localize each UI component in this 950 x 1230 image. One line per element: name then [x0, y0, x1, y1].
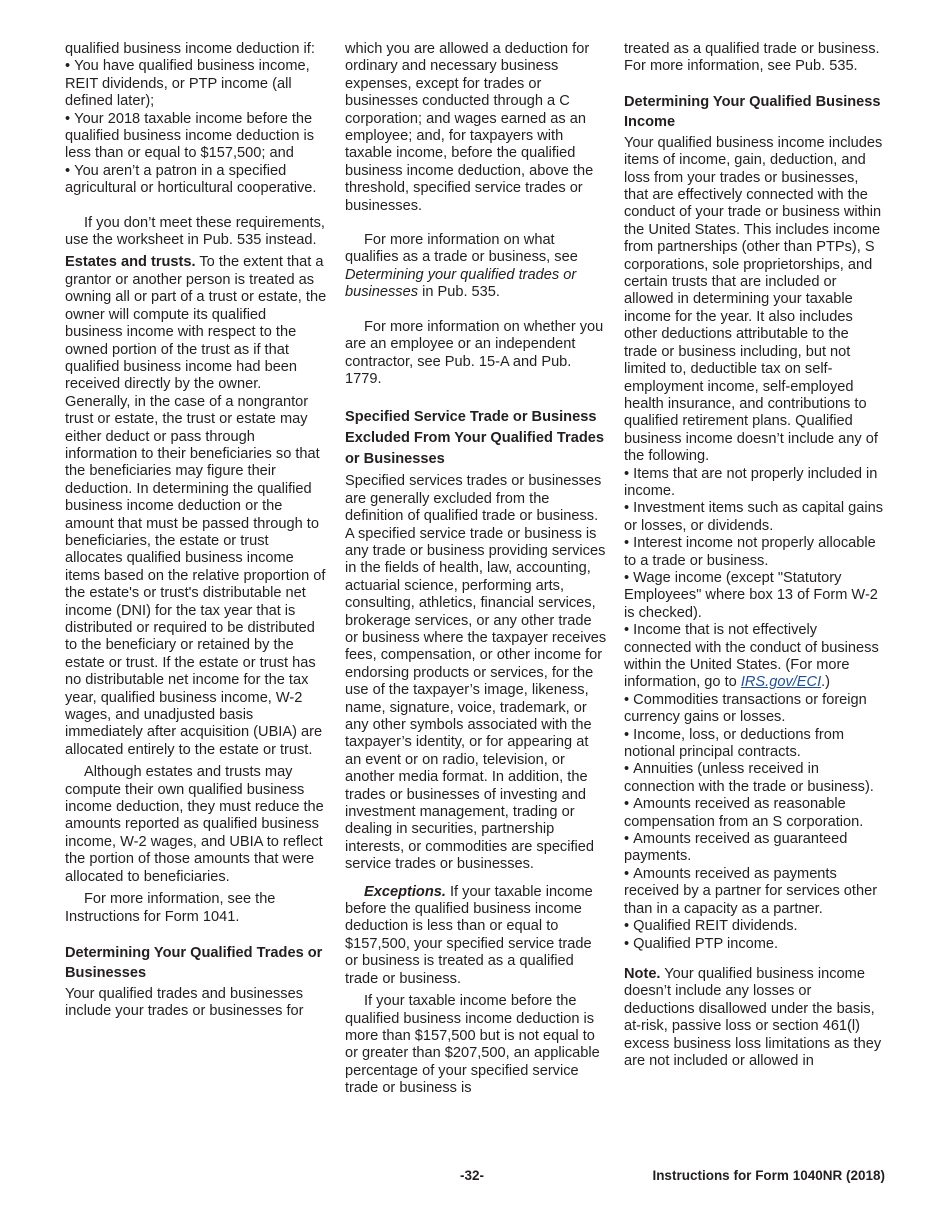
paragraph: which you are allowed a deduction for ordinary and necessary business expenses, except for trades or businesses conducted through a C corporation; and wages earned as an employee; and, for taxpayers with taxable income, before the qualified business income deduction, above the threshold, specified service trades or businesses.: [345, 41, 594, 214]
bullet-item: • You aren’t a patron in a specified agricultural or horticultural cooperative.: [65, 163, 327, 198]
paragraph-estates: [65, 254, 327, 759]
section-heading: Determining Your Qualified Business Income: [624, 93, 881, 130]
bullet-item: • Interest income not properly allocable to a trade or business.: [624, 535, 886, 570]
paragraph: For more information on whether you are an employee or an independent contractor, see Pub. 15-A and Pub. 1779.: [345, 318, 604, 387]
bullet-text: Income that is not effectively connected with the conduct of business within the United States. (For more information, go to: [624, 622, 879, 691]
paragraph-text: For more information on what qualifies as a trade or business, see: [345, 232, 578, 266]
paragraph: qualified business income deduction if:: [65, 41, 315, 57]
irs-eci-link[interactable]: IRS.gov/ECI: [740, 674, 822, 691]
bullet-item: • Wage income (except "Statutory Employees" where box 13 of Form W-2 is checked).: [624, 570, 886, 622]
bullet-item: • Amounts received as guaranteed payments.: [624, 831, 886, 866]
section-heading: Specified Service Trade or Business Excluded From Your Qualified Trades or Businesses: [345, 409, 604, 468]
bullet-item: • Qualified REIT dividends.: [624, 918, 886, 935]
paragraph: If you don’t meet these requirements, use the worksheet in Pub. 535 instead.: [65, 214, 325, 249]
bullet-item: • Items that are not properly included in income.: [624, 466, 886, 501]
run-in-heading: Estates and trusts.: [65, 254, 196, 271]
run-in-heading: Note.: [624, 965, 661, 982]
run-in-heading: Exceptions.: [364, 883, 446, 900]
bullet-item: • Income, loss, or deductions from notional principal contracts.: [624, 727, 886, 762]
paragraph: Specified services trades or businesses are generally excluded from the definition of qualified trade or business. A specified service trade or business is any trade or business providing services in the fields of health, law, accounting, actuarial science, performing arts, consulting, athletics, financial services, brokerage services, or any other trade or business where the taxpayer receives fees, compensation, or other income for endorsing products or services, for the use of the taxpayer’s image, likeness, name, signature, voice, trademark, or any other symbols associated with the taxpayer’s identity, or for appearing at an event or on radio, television, or another media format. In addition, the trades or businesses of investing and investment management, trading or dealing in securities, partnership interests, or commodities are specified service trades or businesses.: [345, 473, 607, 873]
paragraph: Although estates and trusts may compute their own qualified business income deduction, they must reduce the amounts reported as qualified business income, W-2 wages, and UBIA to reflect the portion of those amounts that were allocated to beneficiaries.: [65, 764, 324, 885]
bullet-item: • Amounts received as reasonable compensation from an S corporation.: [624, 796, 886, 831]
form-title: Instructions for Form 1040NR (2018): [652, 1168, 885, 1183]
bullet-item: • Commodities transactions or foreign currency gains or losses.: [624, 692, 886, 727]
paragraph: Your qualified business income includes items of income, gain, deduction, and loss from your trades or businesses, that are effectively connected with the conduct of your trade or business within the United States. This includes income from partnerships (other than PTPs), S corporations, sole proprietorships, and certain trusts that are included or allowed in determining your taxable income for the year. It also includes other deductions attributable to the trade or business including, but not limited to, deductible tax on self-employment income, self-employed health insurance, and contributions to qualified retirement plans. Qualified business income doesn’t include any of the following.: [624, 134, 883, 465]
column-2: [345, 41, 607, 1098]
paragraph: If your taxable income before the qualified business income deduction is more than $157,500 but is not equal to or greater than $207,500, an applicable percentage of your specified service trade or business is: [345, 993, 600, 1097]
paragraph-note: [624, 966, 886, 1070]
page-number: -32-: [460, 1168, 485, 1183]
column-3: [624, 41, 886, 1070]
bullet-item: • You have qualified business income, REIT dividends, or PTP income (all defined later);: [65, 58, 327, 110]
bullet-item: • Your 2018 taxable income before the qualified business income deduction is less than or equal to $157,500; and: [65, 111, 327, 163]
bullet-item: • Qualified PTP income.: [624, 936, 886, 953]
paragraph: [345, 232, 607, 302]
column-1: [65, 41, 327, 1021]
paragraph-text: If your taxable income before the qualified business income deduction is less than or equal to $157,500, your specified service trade or business is treated as a qualified trade or business.: [345, 883, 593, 987]
bullet-item: • Annuities (unless received in connection with the trade or business).: [624, 761, 886, 796]
section-heading: Determining Your Qualified Trades or Businesses: [65, 944, 323, 981]
paragraph: For more information, see the Instructions for Form 1041.: [65, 891, 276, 925]
italic-reference: Determining your qualified trades or businesses: [345, 266, 577, 301]
paragraph-exceptions: [345, 884, 607, 988]
bullet-item: • Investment items such as capital gains or losses, or dividends.: [624, 500, 886, 535]
bullet-item: • Amounts received as payments received by a partner for services other than in a capacity as a partner.: [624, 866, 886, 918]
paragraph: Your qualified trades and businesses include your trades or businesses for: [65, 985, 304, 1020]
paragraph-text: To the extent that a grantor or another person is treated as owning all or part of a trust or estate, the owner will compute its qualified business income with respect to the owned portion of the trust as if that qualified business income had been received directly by the owner. Generally, in the case of a nongrantor trust or estate, the trust or estate may either deduct or pass through information to their beneficiaries so that the beneficiaries may figure their deduction. In determining the qualified business income deduction or the amount that must be passed through to beneficiaries, the estate or trust allocates qualified business income items based on the relative proportion of the estate's or trust's distributable net income (DNI) for the tax year that is distributed or required to be distributed to the beneficiary or retained by the estate or trust. If the estate or trust has no distributable net income for the tax year, qualified business income, W-2 wages, and unadjusted basis immediately after acquisition (UBIA) are allocated entirely to the estate or trust.: [65, 254, 327, 758]
paragraph-text: in Pub. 535.: [418, 284, 500, 301]
paragraph-text: Your qualified business income doesn’t include any losses or deductions disallowed under the basis, at-risk, passive loss or section 461(l) excess business loss limitations as they are not included or allowed in: [624, 965, 882, 1069]
paragraph: treated as a qualified trade or business. For more information, see Pub. 535.: [624, 41, 880, 75]
bullet-text: .): [821, 674, 831, 691]
bullet-item: [624, 622, 886, 692]
